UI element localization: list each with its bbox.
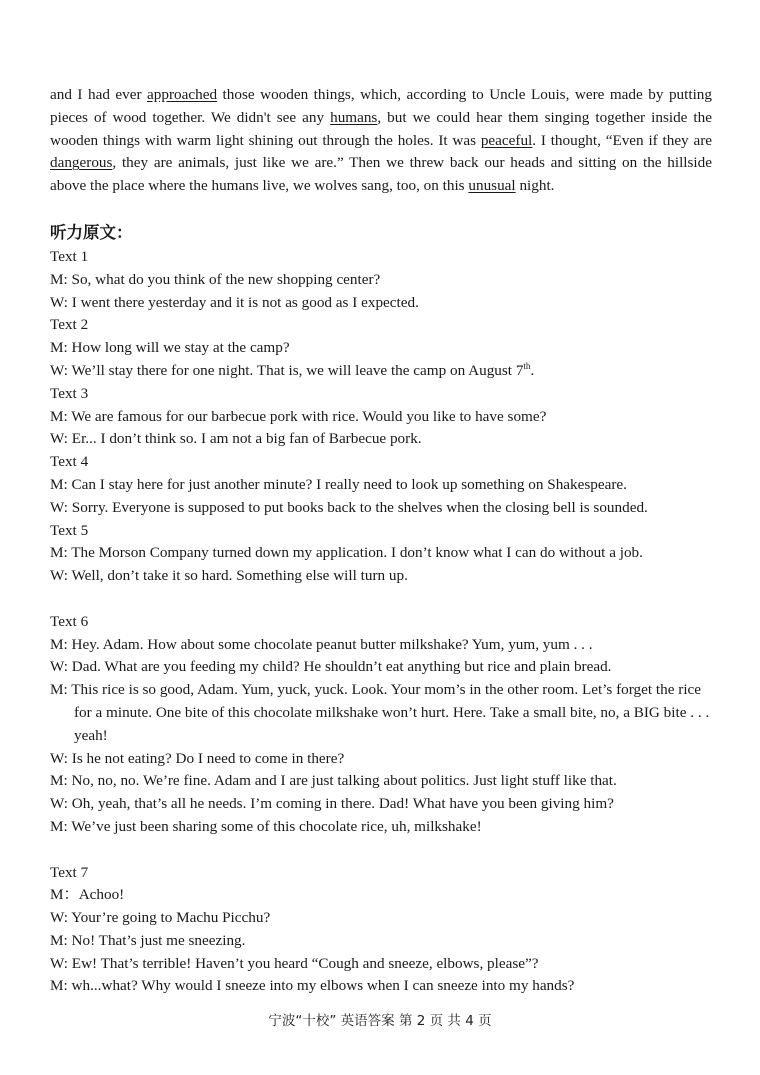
spacer bbox=[50, 588, 712, 611]
dialogue-text: . bbox=[530, 361, 535, 379]
dialogue-line: M: We are famous for our barbecue pork with rice. Would you like to have some? bbox=[50, 407, 547, 425]
passage-text: . I thought, “Even if they are bbox=[532, 131, 712, 149]
page-footer: 宁波“十校” 英语答案 第 2 页 共 4 页 bbox=[268, 1013, 492, 1029]
spacer bbox=[50, 839, 712, 862]
underlined-word: approached bbox=[147, 86, 218, 103]
dialogue-text: W: We’ll stay there for one night. That is, we will leave the camp on August 7 bbox=[50, 361, 524, 379]
underlined-word: peaceful bbox=[480, 131, 533, 149]
dialogue-line: W: Er... I don’t think so. I am not a big fan of Barbecue pork. bbox=[50, 430, 422, 448]
text-label: Text 5 bbox=[50, 521, 89, 539]
passage-text: night. bbox=[515, 177, 555, 195]
passage-text: and I had ever bbox=[50, 86, 148, 103]
dialogue-line: W: Your’re going to Machu Picchu? bbox=[50, 909, 271, 927]
dialogue-line: M: Hey. Adam. How about some chocolate peanut butter milkshake? Yum, yum, yum . . . bbox=[50, 635, 593, 653]
dialogue-line: M: How long will we stay at the camp? bbox=[50, 339, 290, 357]
dialogue-line: W: Dad. What are you feeding my child? He shouldn’t eat anything but rice and plain bread. bbox=[50, 658, 612, 676]
passage-text: those wooden things, which, according to Uncle Louis, were made by putting pieces of wood together. We didn't see any bbox=[50, 86, 712, 126]
dialogue-line: M: Can I stay here for just another minute? I really need to look up something on Shakespeare. bbox=[50, 475, 627, 493]
underlined-word: dangerous bbox=[50, 154, 113, 172]
dialogue-line: W: Is he not eating? Do I need to come in there? bbox=[50, 749, 345, 767]
dialogue-line: W: Ew! That’s terrible! Haven’t you heard “Cough and sneeze, elbows, please”? bbox=[50, 954, 539, 972]
underlined-word: humans bbox=[330, 108, 378, 126]
dialogue-line: M: We’ve just been sharing some of this chocolate rice, uh, milkshake! bbox=[50, 817, 482, 835]
dialogue-line: M: No! That’s just me sneezing. bbox=[50, 931, 246, 949]
dialogue-line: M: The Morson Company turned down my application. I don’t know what I can do without a job. bbox=[50, 544, 643, 562]
dialogue-line: M: So, what do you think of the new shopping center? bbox=[50, 270, 381, 288]
dialogue-line: M: This rice is so good, Adam. Yum, yuck, yuck. Look. Your mom’s in the other room. Let’s forget the rice for a minute. One bite of this chocolate milkshake won’t hurt. Here. Take a small bite, no, a BIG bite . . . yeah! bbox=[50, 681, 710, 744]
dialogue-line: W: Oh, yeah, that’s all he needs. I’m coming in there. Dad! What have you been giving him? bbox=[50, 795, 614, 813]
text-label: Text 7 bbox=[50, 863, 89, 881]
text-label: Text 4 bbox=[50, 453, 89, 471]
dialogue-line: M: No, no, no. We’re fine. Adam and I are just talking about politics. Just light stuff like that. bbox=[50, 772, 617, 790]
dialogue-line: W: Sorry. Everyone is supposed to put books back to the shelves when the closing bell is sounded. bbox=[50, 498, 648, 516]
section-heading: 听力原文： bbox=[50, 222, 133, 242]
dialogue-line: W: I went there yesterday and it is not as good as I expected. bbox=[50, 293, 419, 311]
dialogue-line: M: wh...what? Why would I sneeze into my elbows when I can sneeze into my hands? bbox=[50, 977, 575, 995]
dialogue-line bbox=[50, 360, 712, 383]
text-label: Text 1 bbox=[50, 247, 89, 265]
ordinal-suffix: th bbox=[523, 360, 531, 371]
passage-text: , they are animals, just like we are.” Then we threw back our heads and sitting on the hillside above the place where the humans live, we wolves sang, too, on this bbox=[50, 154, 712, 195]
dialogue-line: W: Well, don’t take it so hard. Something else will turn up. bbox=[50, 567, 408, 585]
text-label: Text 2 bbox=[50, 316, 89, 334]
story-paragraph bbox=[50, 84, 712, 198]
text-label: Text 3 bbox=[50, 384, 89, 402]
underlined-word: unusual bbox=[468, 177, 516, 195]
document-page bbox=[50, 84, 712, 998]
passage-text: , but we could hear them singing together inside the wooden things with warm light shining out through the holes. It was bbox=[50, 108, 712, 149]
dialogue-line: M：Achoo! bbox=[50, 886, 125, 904]
text-label: Text 6 bbox=[50, 612, 89, 630]
